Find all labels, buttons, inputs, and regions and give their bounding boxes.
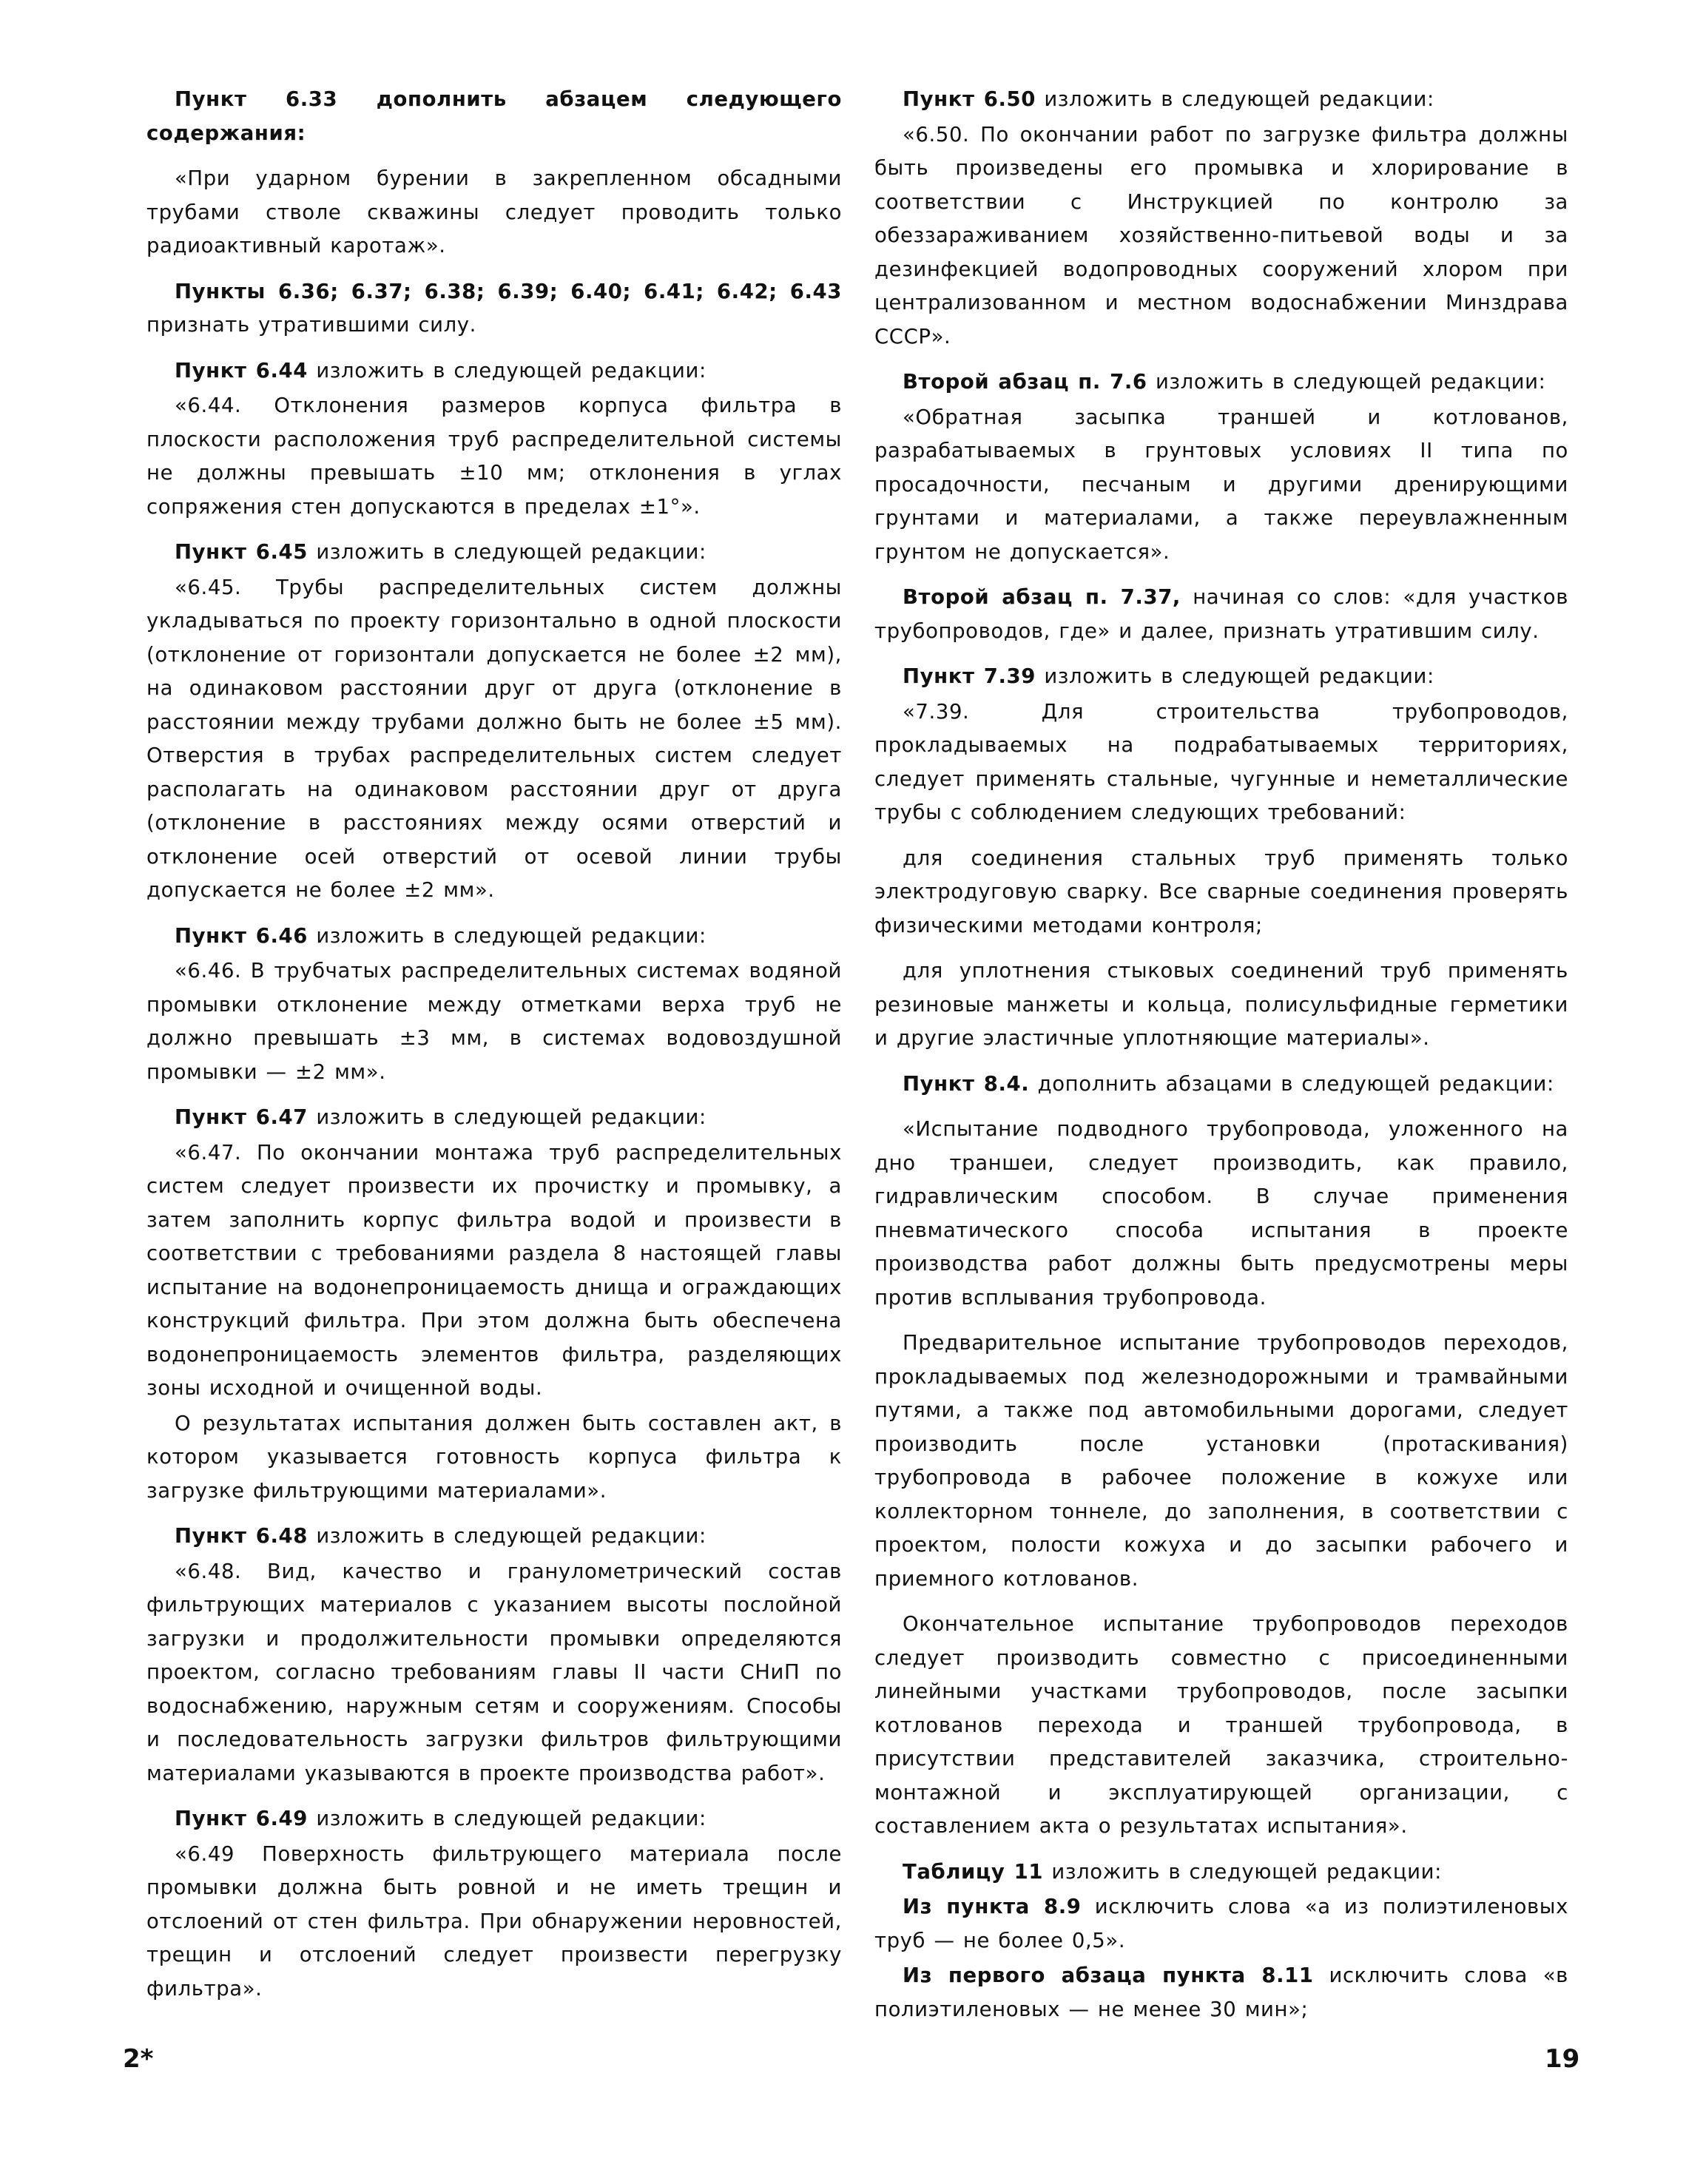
paragraph: «При ударном бурении в закрепленном обсадными трубами стволе скважины следует проводить только радиоактивный каротаж». — [146, 166, 842, 257]
paragraph: Предварительное испытание трубопроводов переходов, прокладываемых под железнодорожными и трамвайными путями, а также под автомобильными дорогами, следует производить после установки (протаскивания) трубопровода в рабочее положение в кожухе или коллекторном тоннеле, до заполнения, в соответствии с проектом, полости кожуха и до засыпки рабочего и приемного котлованов. — [874, 1331, 1568, 1591]
paragraph: «Испытание подводного трубопровода, уложенного на дно траншеи, следует производить, как правило, гидравлическим способом. В случае применения пневматического способа испытания в проекте производства работ должны быть предусмотрены меры против всплывания трубопровода. — [874, 1117, 1568, 1310]
paragraph: «6.44. Отклонения размеров корпуса фильтра в плоскости расположения труб распределительной системы не должны превышать ±10 мм; отклонения в углах сопряжения стен допускаются в пределах ±1°». — [146, 394, 842, 519]
paragraph: «Обратная засыпка траншей и котлованов, разрабатываемых в грунтовых условиях II типа по просадочности, песчаным и другими дренирующими грунтами и материалами, а также переувлажненным грунтом не допускается». — [874, 405, 1568, 564]
paragraph: Пункт 8.4. дополнить абзацами в следующей редакции: — [903, 1071, 1554, 1096]
paragraph: Пункт 6.45 изложить в следующей редакции: — [175, 540, 707, 564]
paragraph: Пункт 6.47 изложить в следующей редакции: — [175, 1105, 707, 1129]
paragraph: Пункт 6.49 изложить в следующей редакции: — [175, 1807, 707, 1830]
paragraph: «6.47. По окончании монтажа труб распределительных систем следует произвести их прочистку и промывку, а затем заполнить корпус фильтра водой и произвести в соответствии с требованиями раздела 8 настоящей главы испытание на водонепроницаемость днища и ограждающих конструкций фильтра. При этом должна быть обеспечена водонепроницаемость элементов фильтра, разделяющих зоны исходной и очищенной воды. — [146, 1140, 842, 1400]
paragraph: «6.46. В трубчатых распределительных системах водяной промывки отклонение между отметками верха труб не должно превышать ±3 мм, в системах водовоздушной промывки — ±2 мм». — [146, 959, 842, 1084]
paragraph: «6.48. Вид, качество и гранулометрический состав фильтрующих материалов с указанием высоты послойной загрузки и продолжительности промывки определяются проектом, согласно требованиям главы II части СНиП по водоснабжению, наружным сетям и сооружениям. Способы и последовательность загрузки фильтров фильтрующими материалами указываются в проекте производства работ». — [146, 1559, 842, 1785]
paragraph: О результатах испытания должен быть составлен акт, в котором указывается готовность корпуса фильтра к загрузке фильтрующими материалами». — [146, 1411, 842, 1503]
page-signature: 2* — [123, 2044, 154, 2074]
paragraph: Из пункта 8.9 исключить слова «а из полиэтиленовых труб — не более 0,5». — [874, 1895, 1568, 1952]
paragraph: для соединения стальных труб применять только электродуговую сварку. Все сварные соединения проверять физическими методами контроля; — [874, 846, 1568, 937]
right-column — [874, 83, 1568, 2038]
paragraph: «6.49 Поверхность фильтрующего материала после промывки должна быть ровной и не иметь трещин и отслоений от стен фильтра. При обнаружении неровностей, трещин и отслоений следует произвести перегрузку фильтра». — [146, 1841, 842, 2001]
paragraph: Пункт 6.50 изложить в следующей редакции: — [903, 87, 1434, 111]
paragraph: «6.50. По окончании работ по загрузке фильтра должны быть произведены его промывка и хлорирование в соответствии с Инструкцией по контролю за обеззараживанием хозяйственно-питьевой воды и за дезинфекцией водопроводных сооружений хлором при централизованном и местном водоснабжении Минздрава СССР». — [874, 122, 1568, 348]
paragraph: Окончательное испытание трубопроводов переходов следует производить совместно с присоединенными линейными участками трубопроводов, после засыпки котлованов перехода и траншей трубопровода, в присутствии представителей заказчика, строительно-монтажной и эксплуатирующей организации, с составлением акта о результатах испытания». — [874, 1612, 1568, 1838]
paragraph: Пункт 6.44 изложить в следующей редакции: — [175, 358, 707, 382]
paragraph: Таблицу 11 изложить в следующей редакции: — [903, 1859, 1442, 1884]
paragraph: Пункт 6.48 изложить в следующей редакции: — [175, 1524, 707, 1548]
paragraph: Из первого абзаца пункта 8.11 исключить слова «в полиэтиленовых — не менее 30 мин»; — [874, 1964, 1568, 2021]
paragraph: для уплотнения стыковых соединений труб применять резиновые манжеты и кольца, полисульфидные герметики и другие эластичные уплотняющие материалы». — [874, 959, 1568, 1050]
paragraph: Пункт 6.33 дополнить абзацем следующего содержания: — [146, 87, 842, 145]
left-column — [146, 83, 842, 2018]
paragraph: «7.39. Для строительства трубопроводов, прокладываемых на подрабатываемых территориях, следует применять стальные, чугунные и неметаллические трубы с соблюдением следующих требований: — [874, 699, 1568, 824]
paragraph: Второй абзац п. 7.37, начиная со слов: «для участков трубопроводов, где» и далее, признать утратившим силу. — [874, 585, 1568, 643]
paragraph: Второй абзац п. 7.6 изложить в следующей редакции: — [903, 370, 1546, 394]
paragraph: Пункты 6.36; 6.37; 6.38; 6.39; 6.40; 6.41; 6.42; 6.43 признать утратившими силу. — [146, 279, 842, 337]
paragraph: «6.45. Трубы распределительных систем должны укладываться по проекту горизонтально в одной плоскости (отклонение от горизонтали допускается не более ±2 мм), на одинаковом расстоянии друг от друга (отклонение в расстоянии между трубами должно быть не более ±5 мм). Отверстия в трубах распределительных систем следует располагать на одинаковом расстоянии друг от друга (отклонение в расстояниях между осями отверстий и отклонение осей отверстий от осевой линии трубы допускается не более ±2 мм». — [146, 575, 842, 902]
paragraph: Пункт 6.46 изложить в следующей редакции: — [175, 923, 707, 948]
page-number: 19 — [1545, 2044, 1580, 2074]
paragraph: Пункт 7.39 изложить в следующей редакции: — [903, 664, 1434, 688]
